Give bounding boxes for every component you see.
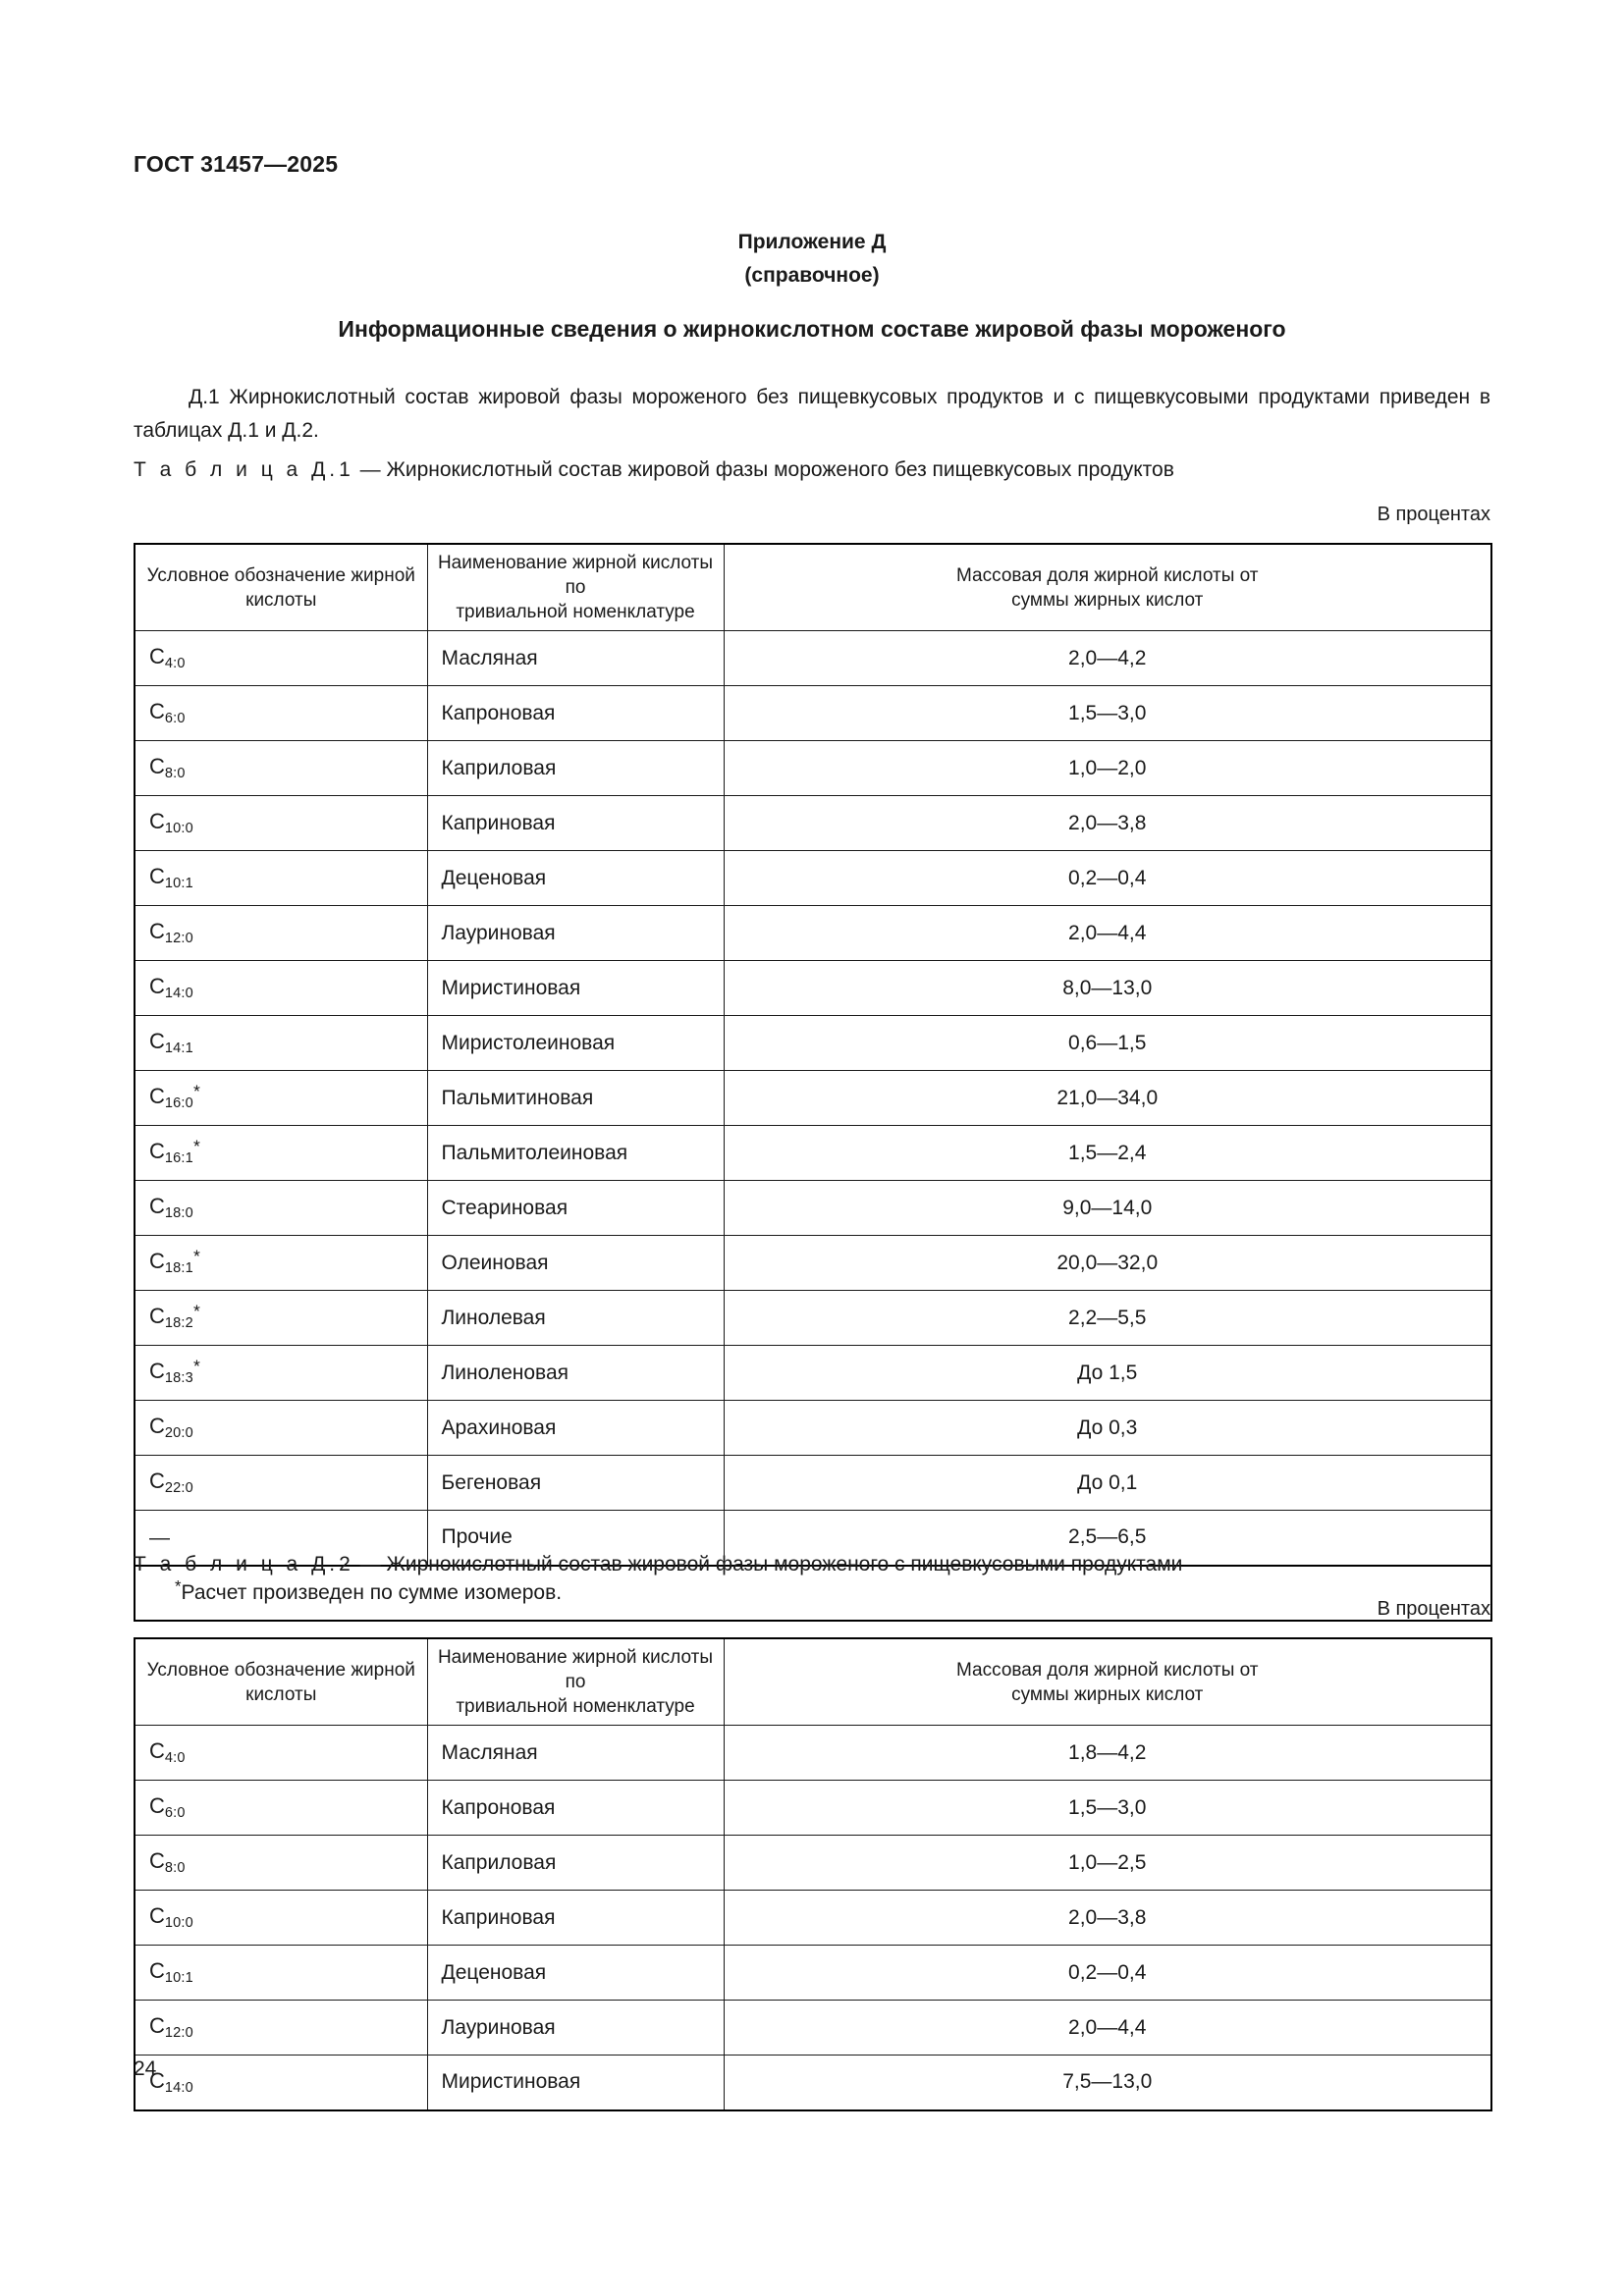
cell-fatty-acid-code xyxy=(135,741,427,796)
table-d2-header-name-line2: тривиальной номенклатуре xyxy=(456,1696,695,1717)
code-subscript: 18:1 xyxy=(164,1260,193,1277)
table-row xyxy=(135,741,1491,796)
table-d1-caption xyxy=(134,457,1174,483)
table-d2-header-row xyxy=(135,1638,1491,1726)
cell-mass-fraction: 2,0—4,2 xyxy=(724,631,1491,686)
code-subscript: 8:0 xyxy=(164,766,186,782)
code-base: C xyxy=(149,1738,165,1764)
cell-fatty-acid-name: Каприновая xyxy=(427,796,724,851)
cell-mass-fraction: 2,0—3,8 xyxy=(724,796,1491,851)
cell-fatty-acid-name: Стеариновая xyxy=(427,1181,724,1236)
cell-fatty-acid-name: Олеиновая xyxy=(427,1236,724,1291)
table-d1 xyxy=(134,543,1492,1622)
table-row xyxy=(135,851,1491,906)
cell-fatty-acid-code xyxy=(135,1726,427,1781)
cell-mass-fraction: 1,0—2,0 xyxy=(724,741,1491,796)
cell-fatty-acid-code xyxy=(135,1181,427,1236)
cell-fatty-acid-code xyxy=(135,2056,427,2110)
table-d2-caption-label: Т а б л и ц а Д.2 xyxy=(134,1553,354,1575)
cell-fatty-acid-name: Прочие xyxy=(427,1511,724,1566)
code-base: C xyxy=(149,1249,165,1274)
code-subscript: 14:1 xyxy=(164,1041,193,1057)
code-subscript: 18:3 xyxy=(164,1370,193,1387)
cell-fatty-acid-name: Лауриновая xyxy=(427,2001,724,2056)
cell-fatty-acid-name: Каприловая xyxy=(427,1836,724,1891)
cell-fatty-acid-code xyxy=(135,906,427,961)
cell-mass-fraction: 21,0—34,0 xyxy=(724,1071,1491,1126)
code-base: C xyxy=(149,864,165,889)
table-row xyxy=(135,1781,1491,1836)
cell-fatty-acid-code xyxy=(135,1126,427,1181)
cell-mass-fraction: 0,6—1,5 xyxy=(724,1016,1491,1071)
code-base: C xyxy=(149,1468,165,1494)
cell-mass-fraction: 0,2—0,4 xyxy=(724,1946,1491,2001)
cell-mass-fraction: 2,5—6,5 xyxy=(724,1511,1491,1566)
table-d1-header-value-line1: Массовая доля жирной кислоты от xyxy=(956,564,1259,586)
cell-fatty-acid-name: Каприновая xyxy=(427,1891,724,1946)
code-subscript: 14:0 xyxy=(164,2080,193,2097)
cell-fatty-acid-name: Капроновая xyxy=(427,686,724,741)
table-d2-header-code xyxy=(135,1638,427,1726)
code-base: C xyxy=(149,919,165,944)
table-d1-header-value-line2: суммы жирных кислот xyxy=(1011,589,1204,611)
cell-fatty-acid-code xyxy=(135,1456,427,1511)
code-subscript: 12:0 xyxy=(164,2025,193,2042)
table-footnote-text: Расчет произведен по сумме изомеров. xyxy=(181,1580,563,1604)
code-subscript: 4:0 xyxy=(164,1750,186,1767)
code-base: C xyxy=(149,809,165,834)
footnote-marker-icon: * xyxy=(192,1246,200,1266)
table-d2-header-name xyxy=(427,1638,724,1726)
code-base: C xyxy=(149,1903,165,1929)
cell-mass-fraction: 1,5—3,0 xyxy=(724,1781,1491,1836)
table-d1-header-name-line1: Наименование жирной кислоты по xyxy=(437,553,714,598)
table-row xyxy=(135,1126,1491,1181)
table-row xyxy=(135,1891,1491,1946)
table-d2-header-name-line1: Наименование жирной кислоты по xyxy=(437,1647,714,1692)
cell-fatty-acid-code xyxy=(135,796,427,851)
table-d2-header-value-line2: суммы жирных кислот xyxy=(1011,1683,1204,1705)
code-subscript: 16:1 xyxy=(164,1150,193,1167)
cell-mass-fraction: 1,0—2,5 xyxy=(724,1836,1491,1891)
table-row xyxy=(135,686,1491,741)
table-d2-header-code-text: Условное обозначение жирной кислоты xyxy=(146,1659,415,1705)
table-d1-header-code-text: Условное обозначение жирной кислоты xyxy=(146,564,415,611)
cell-mass-fraction: 0,2—0,4 xyxy=(724,851,1491,906)
cell-fatty-acid-name: Линоленовая xyxy=(427,1346,724,1401)
code-subscript: 6:0 xyxy=(164,1805,186,1822)
cell-mass-fraction: 8,0—13,0 xyxy=(724,961,1491,1016)
code-base: C xyxy=(149,974,165,999)
cell-fatty-acid-name: Масляная xyxy=(427,1726,724,1781)
code-base: C xyxy=(149,1029,165,1054)
cell-fatty-acid-code xyxy=(135,1401,427,1456)
table-d2-caption-dash: — xyxy=(353,1553,387,1575)
table-d1-header-code xyxy=(135,544,427,631)
cell-mass-fraction: 2,0—3,8 xyxy=(724,1891,1491,1946)
footnote-marker-icon: * xyxy=(175,1575,182,1595)
cell-mass-fraction: 20,0—32,0 xyxy=(724,1236,1491,1291)
cell-fatty-acid-code xyxy=(135,1781,427,1836)
code-subscript: 18:0 xyxy=(164,1205,193,1222)
cell-fatty-acid-code xyxy=(135,1071,427,1126)
cell-fatty-acid-code xyxy=(135,1891,427,1946)
table-d1-header-name-line2: тривиальной номенклатуре xyxy=(456,602,695,622)
table-d2 xyxy=(134,1637,1492,2111)
table-d2-units: В процентах xyxy=(1377,1598,1490,1620)
table-d1-header-value xyxy=(724,544,1491,631)
table-d2-body xyxy=(135,1726,1491,2110)
table-row xyxy=(135,1726,1491,1781)
cell-fatty-acid-name: Капроновая xyxy=(427,1781,724,1836)
code-base: C xyxy=(149,1084,165,1109)
table-row xyxy=(135,1181,1491,1236)
code-subscript: 20:0 xyxy=(164,1425,193,1442)
annex-subtitle: (справочное) xyxy=(744,264,880,287)
footnote-marker-icon: * xyxy=(192,1136,200,1156)
table-d1-caption-text: Жирнокислотный состав жировой фазы мороженого без пищевкусовых продуктов xyxy=(386,458,1174,481)
table-d1-caption-dash: — xyxy=(353,458,387,481)
cell-fatty-acid-name: Линолевая xyxy=(427,1291,724,1346)
code-subscript: 4:0 xyxy=(164,656,186,672)
table-row xyxy=(135,1401,1491,1456)
code-base: C xyxy=(149,1414,165,1439)
footnote-marker-icon: * xyxy=(192,1081,200,1101)
code-subscript: 10:0 xyxy=(164,1915,193,1932)
table-d1-units: В процентах xyxy=(1377,504,1490,525)
cell-mass-fraction: 2,0—4,4 xyxy=(724,2001,1491,2056)
cell-fatty-acid-code xyxy=(135,961,427,1016)
code-subscript: 18:2 xyxy=(164,1315,193,1332)
cell-fatty-acid-name: Деценовая xyxy=(427,1946,724,2001)
table-d2-caption xyxy=(134,1552,1182,1577)
cell-fatty-acid-name: Бегеновая xyxy=(427,1456,724,1511)
annex-main-heading: Информационные сведения о жирнокислотном составе жировой фазы мороженого xyxy=(338,316,1286,342)
cell-mass-fraction: 9,0—14,0 xyxy=(724,1181,1491,1236)
cell-mass-fraction: 7,5—13,0 xyxy=(724,2056,1491,2110)
table-row xyxy=(135,1946,1491,2001)
table-row xyxy=(135,961,1491,1016)
table-d1-header-name xyxy=(427,544,724,631)
cell-fatty-acid-name: Лауриновая xyxy=(427,906,724,961)
table-d2-header-value-line1: Массовая доля жирной кислоты от xyxy=(956,1659,1259,1681)
cell-fatty-acid-name: Миристолеиновая xyxy=(427,1016,724,1071)
table-d1-header-row xyxy=(135,544,1491,631)
code-base: C xyxy=(149,1139,165,1164)
table-row xyxy=(135,631,1491,686)
table-row xyxy=(135,1346,1491,1401)
page-number: 24 xyxy=(134,2057,157,2080)
cell-fatty-acid-code xyxy=(135,1291,427,1346)
cell-mass-fraction: 1,5—2,4 xyxy=(724,1126,1491,1181)
annex-intro-paragraph: Д.1 Жирнокислотный состав жировой фазы мороженого без пищевкусовых продуктов и с пищевкусовыми продуктами приведен в таблицах Д.1 и Д.2. xyxy=(134,386,1490,442)
code-subscript: 8:0 xyxy=(164,1860,186,1877)
cell-mass-fraction: 1,8—4,2 xyxy=(724,1726,1491,1781)
cell-mass-fraction: 2,2—5,5 xyxy=(724,1291,1491,1346)
code-base: C xyxy=(149,699,165,724)
table-row xyxy=(135,2001,1491,2056)
annex-title: Приложение Д xyxy=(737,231,887,253)
running-head: ГОСТ 31457—2025 xyxy=(134,151,339,177)
cell-fatty-acid-name: Арахиновая xyxy=(427,1401,724,1456)
cell-fatty-acid-code xyxy=(135,2001,427,2056)
cell-fatty-acid-name: Миристиновая xyxy=(427,961,724,1016)
code-base: C xyxy=(149,1793,165,1819)
code-base: C xyxy=(149,1304,165,1329)
cell-fatty-acid-name: Деценовая xyxy=(427,851,724,906)
code-subscript: 22:0 xyxy=(164,1480,193,1497)
code-subscript: 12:0 xyxy=(164,931,193,947)
code-base: C xyxy=(149,754,165,779)
table-d1-body xyxy=(135,631,1491,1621)
cell-fatty-acid-code xyxy=(135,631,427,686)
cell-mass-fraction: До 0,1 xyxy=(724,1456,1491,1511)
cell-fatty-acid-code xyxy=(135,1836,427,1891)
cell-fatty-acid-code xyxy=(135,851,427,906)
code-subscript: 6:0 xyxy=(164,711,186,727)
cell-fatty-acid-name: Пальмитолеиновая xyxy=(427,1126,724,1181)
cell-mass-fraction: 1,5—3,0 xyxy=(724,686,1491,741)
cell-fatty-acid-name: Масляная xyxy=(427,631,724,686)
cell-fatty-acid-code xyxy=(135,1946,427,2001)
code-base: C xyxy=(149,1958,165,1984)
cell-mass-fraction: До 0,3 xyxy=(724,1401,1491,1456)
annex-heading-block xyxy=(134,226,1490,293)
table-row xyxy=(135,796,1491,851)
cell-fatty-acid-code xyxy=(135,686,427,741)
code-subscript: 10:1 xyxy=(164,876,193,892)
table-row xyxy=(135,1016,1491,1071)
table-row xyxy=(135,906,1491,961)
table-row xyxy=(135,1071,1491,1126)
table-row xyxy=(135,1836,1491,1891)
cell-fatty-acid-name: Пальмитиновая xyxy=(427,1071,724,1126)
cell-fatty-acid-code xyxy=(135,1236,427,1291)
code-base: C xyxy=(149,1359,165,1384)
code-base: C xyxy=(149,2013,165,2039)
code-subscript: 10:0 xyxy=(164,821,193,837)
code-dash: — xyxy=(149,1526,170,1550)
code-base: C xyxy=(149,644,165,669)
code-subscript: 10:1 xyxy=(164,1970,193,1987)
table-d1-caption-label: Т а б л и ц а Д.1 xyxy=(134,458,354,481)
code-subscript: 14:0 xyxy=(164,986,193,1002)
table-row xyxy=(135,1291,1491,1346)
cell-fatty-acid-code xyxy=(135,1346,427,1401)
table-row xyxy=(135,2056,1491,2110)
cell-fatty-acid-name: Каприловая xyxy=(427,741,724,796)
table-row xyxy=(135,1456,1491,1511)
cell-mass-fraction: 2,0—4,4 xyxy=(724,906,1491,961)
footnote-marker-icon: * xyxy=(192,1301,200,1321)
code-base: C xyxy=(149,1194,165,1219)
footnote-marker-icon: * xyxy=(192,1356,200,1376)
cell-fatty-acid-code xyxy=(135,1016,427,1071)
table-d2-caption-text: Жирнокислотный состав жировой фазы мороженого с пищевкусовыми продуктами xyxy=(386,1553,1183,1575)
table-d2-header-value xyxy=(724,1638,1491,1726)
table-row xyxy=(135,1236,1491,1291)
cell-fatty-acid-name: Миристиновая xyxy=(427,2056,724,2110)
cell-mass-fraction: До 1,5 xyxy=(724,1346,1491,1401)
code-base: C xyxy=(149,1848,165,1874)
code-base: C xyxy=(149,2068,165,2094)
code-subscript: 16:0 xyxy=(164,1095,193,1112)
